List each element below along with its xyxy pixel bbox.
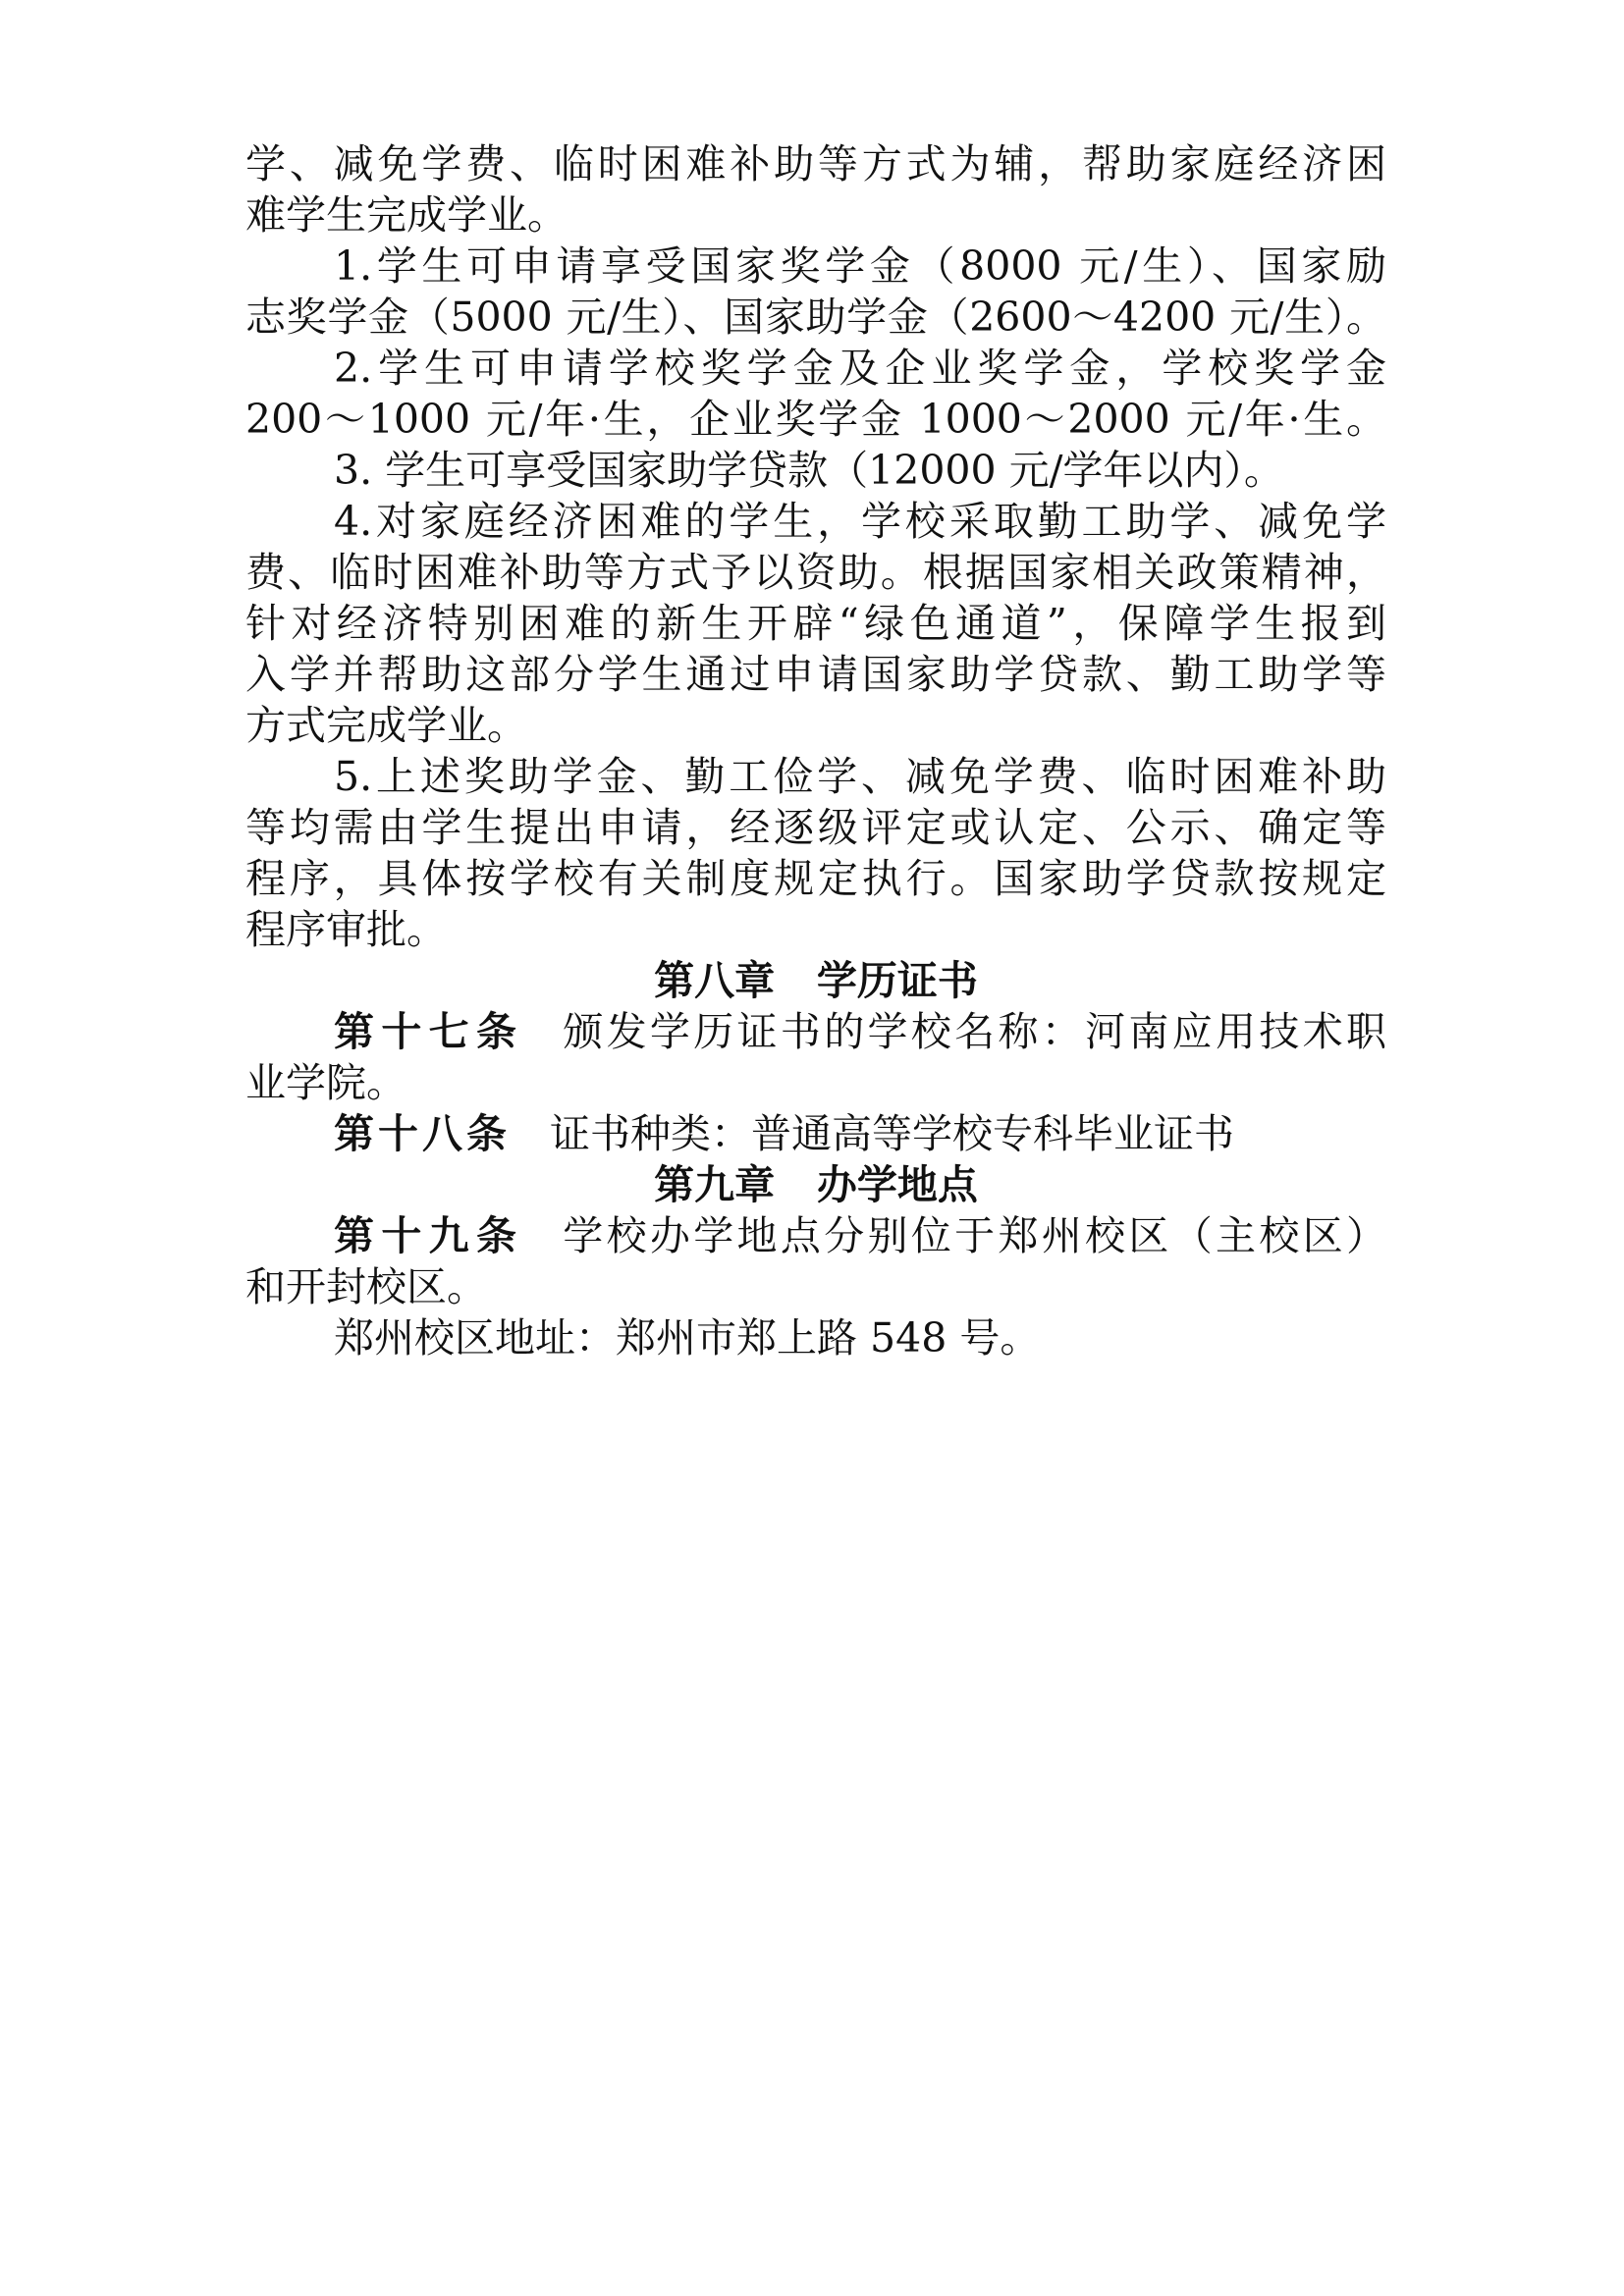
list-item-5-cont: 程序，具体按学校有关制度规定执行。国家助学贷款按规定 [245,855,1386,902]
chapter-8-heading: 第八章 学历证书 [654,957,978,1004]
chapter-9-heading: 第九章 办学地点 [654,1161,978,1208]
article-19-text: 学校办学地点分别位于郑州校区（主校区） [563,1212,1387,1259]
article-18-label: 第十八条 [334,1110,511,1157]
campus-address: 郑州校区地址：郑州市郑上路 548 号。 [334,1314,1041,1362]
list-item-1: 1.学生可申请享受国家奖学金（8000 元/生）、国家励 [334,242,1386,290]
article-17-label: 第十七条 [334,1008,524,1055]
list-item-5-cont: 程序审批。 [245,906,447,953]
article-19-cont: 和开封校区。 [245,1263,487,1310]
list-item-1-cont: 志奖学金（5000 元/生）、国家助学金（2600～4200 元/生）。 [245,294,1386,341]
paragraph-line: 学、减免学费、临时困难补助等方式为辅，帮助家庭经济困 [245,140,1386,187]
paragraph-line: 难学生完成学业。 [245,191,568,239]
article-18-text: 证书种类：普通高等学校专科毕业证书 [550,1110,1234,1157]
list-item-4-cont: 费、临时困难补助等方式予以资助。根据国家相关政策精神， [245,549,1386,596]
list-item-2: 2.学生可申请学校奖学金及企业奖学金，学校奖学金 [334,345,1386,392]
article-17-cont: 业学院。 [245,1059,406,1106]
list-item-3: 3. 学生可享受国家助学贷款（12000 元/学年以内）。 [334,447,1284,494]
list-item-4-cont: 针对经济特别困难的新生开辟“绿色通道”，保障学生报到 [245,600,1386,647]
list-item-5-cont: 等均需由学生提出申请，经逐级评定或认定、公示、确定等 [245,804,1386,851]
list-item-4-cont: 入学并帮助这部分学生通过申请国家助学贷款、勤工助学等 [245,651,1386,698]
list-item-4: 4.对家庭经济困难的学生，学校采取勤工助学、减免学 [334,498,1386,545]
article-17-text: 颁发学历证书的学校名称：河南应用技术职 [563,1008,1387,1055]
list-item-5: 5.上述奖助学金、勤工俭学、减免学费、临时困难补助 [334,753,1386,800]
list-item-2-cont: 200～1000 元/年·生，企业奖学金 1000～2000 元/年·生。 [245,396,1386,443]
article-19-label: 第十九条 [334,1212,524,1259]
list-item-4-cont: 方式完成学业。 [245,702,527,749]
